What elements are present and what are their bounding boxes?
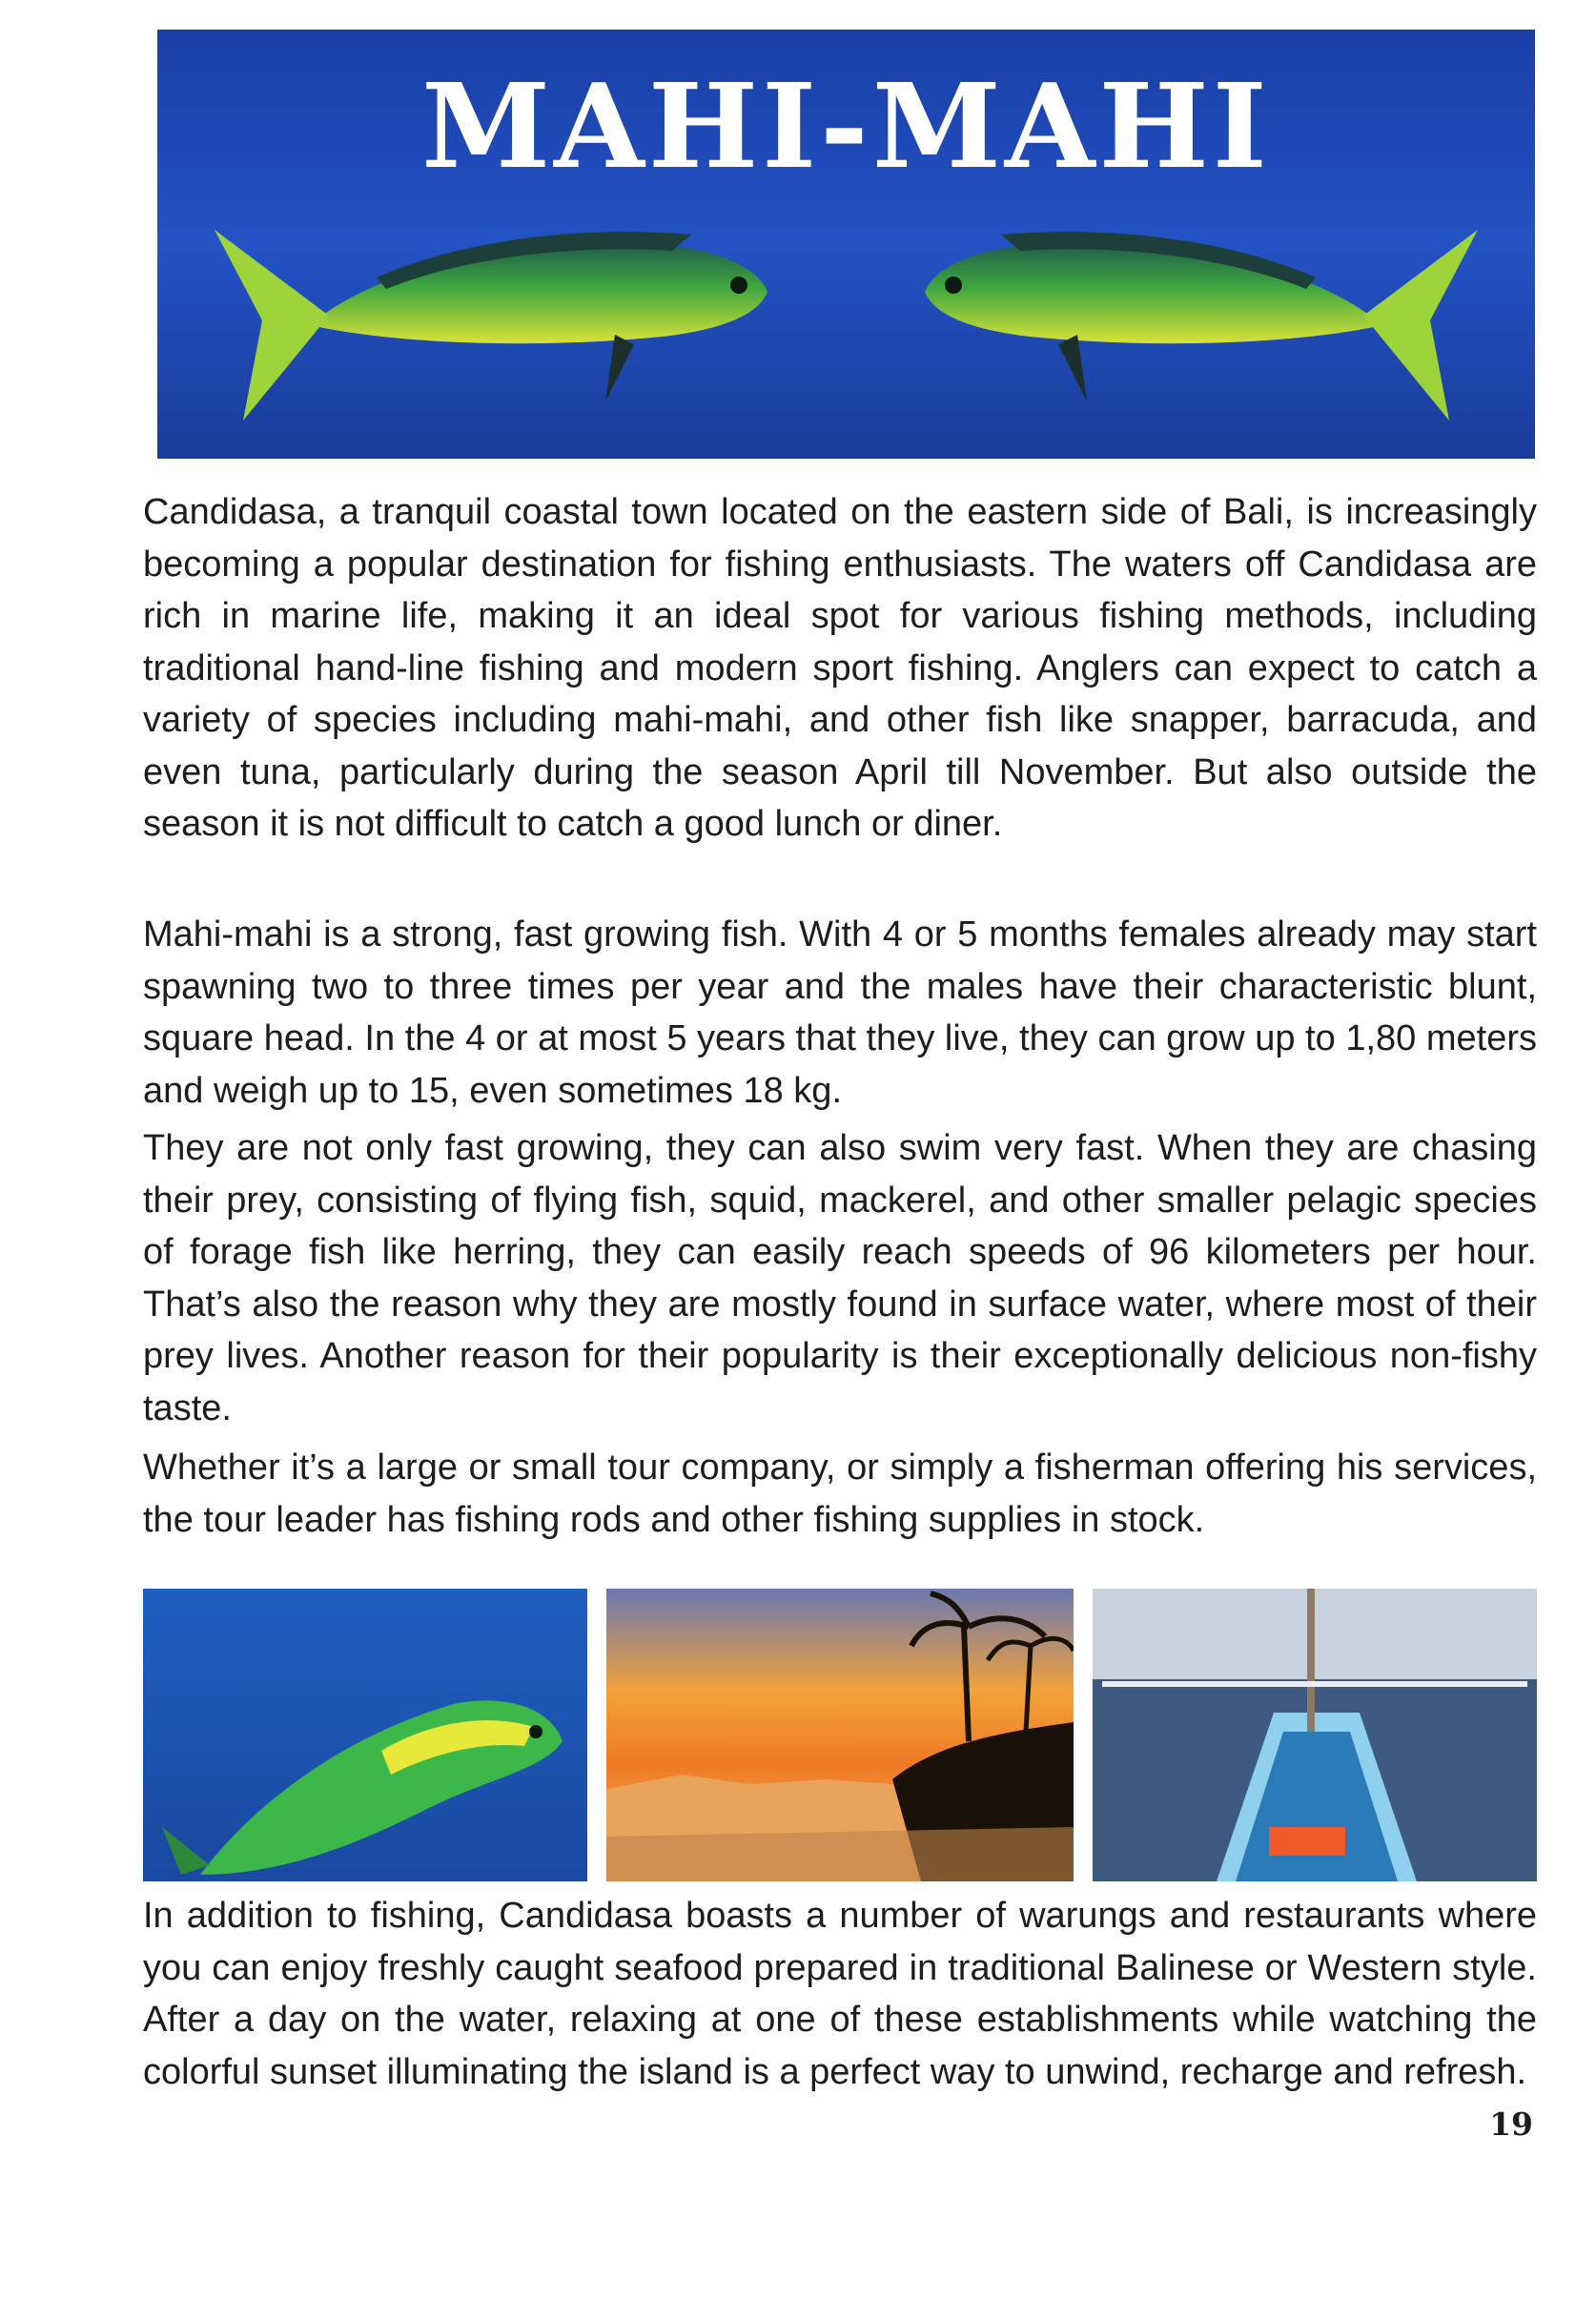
- paragraph-intro: Candidasa, a tranquil coastal town located on the eastern side of Bali, is increasingly becoming a popular destination for fishing enthusiasts. The waters off Candidasa are rich in marine life, making it an ideal spot for various fishing methods, including traditional hand-line fishing and modern sport fishing. Anglers can expect to catch a variety of species including mahi-mahi, and other fish like snapper, barracuda, and even tuna, particularly during the season April till November. But also outside the season it is not difficult to catch a good lunch or diner.: [143, 492, 1537, 844]
- paragraph-speed: They are not only fast growing, they can also swim very fast. When they are chasing their prey, consisting of flying fish, squid, mackerel, and other smaller pelagic species of forage fish like herring, they can easily reach speeds of 96 kilometers per hour. That’s also the reason why they are mostly found in surface water, where most of their prey lives. Another reason for their popularity is their exceptionally delicious non-fishy taste.: [143, 1128, 1537, 1428]
- paragraph-growth: Mahi-mahi is a strong, fast growing fish. With 4 or 5 months females already may start spawning two to three times per year and the males have their characteristic blunt, square head. In the 4 or at most 5 years that they live, they can grow up to 1,80 meters and weigh up to 15, even sometimes 18 kg.: [143, 914, 1537, 1111]
- page-number: 19: [1489, 2105, 1533, 2143]
- photo-sunset-palms: [606, 1589, 1074, 1881]
- paragraph-restaurants: In addition to fishing, Candidasa boasts a number of warungs and restaurants where you can enjoy freshly caught seafood prepared in traditional Balinese or Western style. After a day on the water, relaxing at one of these establishments while watching the colorful sunset illuminating the island is a perfect way to unwind, recharge and refresh.: [143, 1896, 1537, 2092]
- page-title: MAHI-MAHI: [421, 57, 1271, 195]
- paragraph-tours: Whether it’s a large or small tour company, or simply a fisherman offering his services, the tour leader has fishing rods and other fishing supplies in stock.: [143, 1448, 1537, 1540]
- photo-mahi-mahi-underwater: [143, 1589, 587, 1881]
- photo-boat-on-sea: [1093, 1589, 1537, 1881]
- hero-banner: [157, 30, 1535, 459]
